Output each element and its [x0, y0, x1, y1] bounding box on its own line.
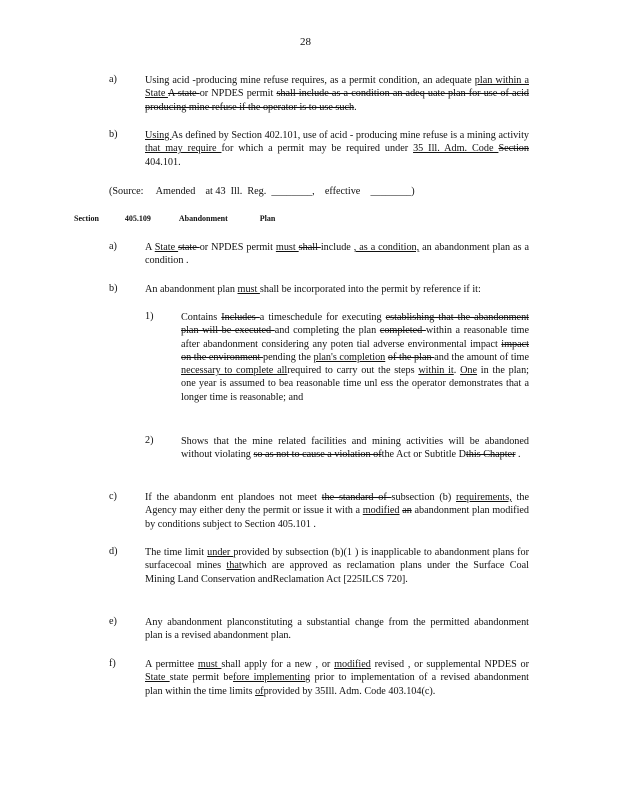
item-c-text: If the abandonm ent plandoes not meet the standard of subsection (b) requirements, the Agency may either deny the permit or issue it with a modified an abandonment plan modified by conditions subject to Section 405.101 . [145, 492, 530, 530]
item-e-label: e) [109, 616, 117, 627]
item-b2-text: An abandonment plan must shall be incorporated into the permit by reference if it: [145, 284, 481, 295]
item-d-text: The time limit under provided by subsection (b)(1 ) is inapplicable to abandonment plans for surfacecoal mines thatwhich are approved as reclamation plans under the Surface Coal Mining Land Conservation andReclamation Act [225ILCS 720]. [145, 547, 529, 585]
item-f-text: A permittee must shall apply for a new , or modified revised , or supplemental NPDES or State state permit before implementing prior to implementation of a revised abandonment plan within the time limits ofprovided by 35Ill. Adm. Code 403.104(c). [145, 659, 530, 697]
item-a2-text: A State state or NPDES permit must shall include , as a condition, an abandonment plan as a condition . [145, 242, 529, 267]
subitem-1-text: Contains Includes a timeschedule for executing establishing that the abandonment plan will be executed and completing the plan completed within a reasonable time after abandonment considering any poten tial adverse environmental impact impact on the environment pending the plan's completion of the plan and the amount of time necessary to complete allrequired to carry out the steps within it. One in the plan; one year is assumed to bea reasonable time unl ess the operator demonstrates that a longer time is reasonable; and [181, 312, 530, 403]
item-e-text: Any abandonment planconstituting a substantial change from the permitted abandonment plan is a revised abandonment plan. [145, 617, 529, 642]
subitem-1-label: 1) [145, 311, 154, 322]
item-b-text: Using As defined by Section 402.101, use of acid - producing mine refuse is a mining activity that may require for which a permit may be required under 35 Ill. Adm. Code Section 404.101. [145, 130, 529, 168]
section-heading [74, 214, 275, 223]
item-d-label: d) [109, 546, 118, 557]
source-note: (Source: Amended at 43 Ill. Reg. ________, effective ________) [109, 186, 415, 197]
item-a-text: Using acid -producing mine refuse requires, as a permit condition, an adequate plan within a State A state or NPDES permit shall include as a condition an adeq uate plan for use of acid producing mine refuse if the operator is to use such. [145, 75, 530, 113]
section-title-word-1: Abandonment [178, 214, 228, 223]
item-f-label: f) [109, 658, 116, 669]
item-a-label: a) [109, 74, 117, 85]
section-word: Section [74, 214, 99, 223]
item-b2-label: b) [109, 283, 118, 294]
item-b-label: b) [109, 129, 118, 140]
subitem-2-text: Shows that the mine related facilities and mining activities will be abandoned without violating so as not to cause a violation ofthe Act or Subtitle Dthis Chapter . [181, 436, 529, 461]
item-c-label: c) [109, 491, 117, 502]
item-a2-label: a) [109, 241, 117, 252]
section-number: 405.109 [124, 214, 151, 223]
section-title-word-2: Plan [259, 214, 276, 223]
subitem-2-label: 2) [145, 435, 154, 446]
page-number: 28 [300, 36, 311, 48]
